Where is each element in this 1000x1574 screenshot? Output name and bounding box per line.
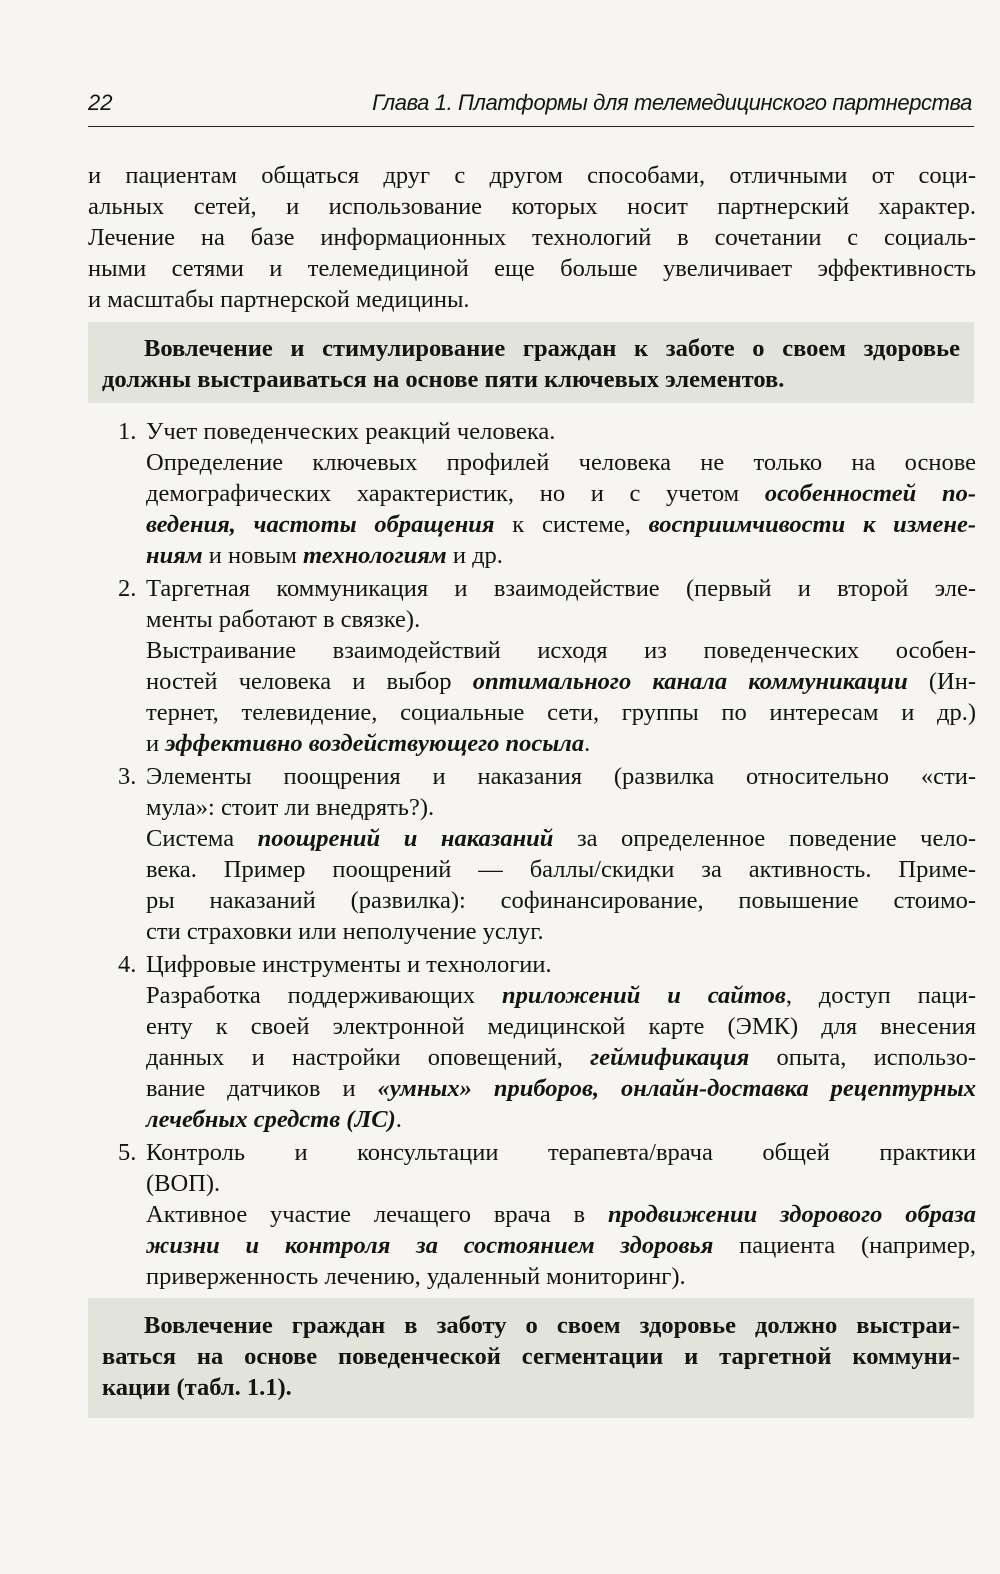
text-span: и (146, 730, 166, 757)
text-span: ностей человека и выбор (146, 668, 473, 695)
item-title: мула»: стоит ли внедрять?). (146, 794, 435, 821)
text-span: Активное участие лечащего врача в (146, 1201, 608, 1228)
text-line: альных сетей, и использование которых носит партнерский характер. (88, 193, 976, 220)
emphasis: ниям (146, 542, 203, 569)
text-span: к системе, (494, 511, 649, 538)
item-title: Элементы поощрения и наказания (развилка относительно «сти- (146, 763, 976, 790)
emphasis: восприимчивости к измене- (648, 511, 976, 538)
item-number: 2. (118, 575, 137, 602)
highlight-text (102, 333, 960, 395)
emphasis: приложений и сайтов (501, 982, 786, 1009)
highlight-text (102, 1310, 960, 1403)
numbered-list (88, 416, 976, 1294)
text-span: вание датчиков и (146, 1075, 378, 1102)
text-line: приверженность лечению, удаленный мониторинг). (146, 1263, 686, 1290)
text-line: ваться на основе поведенческой сегментации и таргетной коммуни- (102, 1343, 960, 1370)
emphasis: оптимального канала коммуникации (472, 668, 908, 695)
item-number: 1. (118, 418, 137, 445)
text-span: за определенное поведение чело- (553, 825, 976, 852)
item-title: Контроль и консультации терапевта/врача общей практики (146, 1139, 976, 1166)
list-item (88, 416, 976, 571)
emphasis: особенностей по- (764, 480, 976, 507)
emphasis: ведения, частоты обращения (146, 511, 495, 538)
emphasis: поощрений и наказаний (257, 825, 554, 852)
text-line: енту к своей электронной медицинской карте (ЭМК) для внесения (146, 1013, 976, 1040)
item-title: Таргетная коммуникация и взаимодействие (первый и второй эле- (146, 575, 976, 602)
text-line: тернет, телевидение, социальные сети, группы по интересам и др.) (146, 699, 976, 726)
text-line: и масштабы партнерской медицины. (88, 286, 470, 313)
item-number: 5. (118, 1139, 137, 1166)
text-span: Разработка поддерживающих (146, 982, 502, 1009)
emphasis: технологиям (303, 542, 447, 569)
text-span: (Ин- (907, 668, 976, 695)
text-span: . (395, 1106, 402, 1133)
text-span: . (584, 730, 591, 757)
item-title: Учет поведенческих реакций человека. (146, 418, 556, 445)
item-title: (ВОП). (146, 1170, 221, 1197)
text-span: и др. (446, 542, 503, 569)
emphasis: «умных» приборов, онлайн-доставка рецептурных (377, 1075, 976, 1102)
text-line (146, 1104, 976, 1135)
text-line (146, 980, 976, 1011)
text-span: , доступ паци- (785, 982, 976, 1009)
item-number: 4. (118, 951, 137, 978)
text-span: данных и настройки оповещений, (146, 1044, 591, 1071)
text-line: Выстраивание взаимодействий исходя из поведенческих особен- (146, 637, 976, 664)
item-body (146, 416, 976, 571)
emphasis: жизни и контроля за состоянием здоровья (146, 1232, 714, 1259)
item-body (146, 949, 976, 1135)
item-body (146, 573, 976, 759)
item-title: Цифровые инструменты и технологии. (146, 951, 552, 978)
chapter-title: Глава 1. Платформы для телемедицинского партнерства (372, 90, 972, 115)
text-line: Вовлечение и стимулирование граждан к заботе о своем здоровье (144, 335, 960, 362)
text-line (146, 823, 976, 854)
text-line: сти страховки или неполучение услуг. (146, 918, 544, 945)
text-line (146, 666, 976, 697)
text-line (146, 1073, 976, 1104)
text-line: Вовлечение граждан в заботу о своем здоровье должно выстраи- (144, 1312, 960, 1339)
text-line: Лечение на базе информационных технологий в сочетании с социаль- (88, 224, 976, 251)
text-span: опыта, использо- (749, 1044, 976, 1071)
text-line: Определение ключевых профилей человека не только на основе (146, 449, 976, 476)
text-line (146, 478, 976, 509)
highlight-box-top (88, 322, 974, 403)
item-number: 3. (118, 763, 137, 790)
list-item (88, 1137, 976, 1292)
emphasis: лечебных средств (ЛС) (146, 1106, 396, 1133)
text-span: пациента (например, (713, 1232, 977, 1259)
text-line (146, 1042, 976, 1073)
page-number: 22 (88, 90, 113, 115)
emphasis: эффективно воздействующего посыла (165, 730, 585, 757)
text-line: века. Пример поощрений — баллы/скидки за активность. Приме- (146, 856, 976, 883)
highlight-box-bottom (88, 1298, 974, 1418)
item-body (146, 1137, 976, 1292)
list-item (88, 949, 976, 1135)
list-item (88, 573, 976, 759)
text-line (146, 728, 976, 759)
item-body (146, 761, 976, 947)
text-span: демографических характеристик, но и с учетом (146, 480, 765, 507)
text-span: и новым (202, 542, 304, 569)
list-item (88, 761, 976, 947)
text-line: должны выстраиваться на основе пяти ключевых элементов. (102, 366, 785, 393)
text-line: кации (табл. 1.1). (102, 1374, 292, 1401)
running-header (88, 86, 974, 127)
intro-paragraph (88, 160, 976, 315)
emphasis: продвижении здорового образа (607, 1201, 976, 1228)
item-title: менты работают в связке). (146, 606, 421, 633)
text-line (146, 1230, 976, 1261)
emphasis: геймификация (590, 1044, 750, 1071)
text-span: Система (146, 825, 258, 852)
text-line: ными сетями и телемедициной еще больше увеличивает эффективность (88, 255, 976, 282)
text-line (146, 509, 976, 540)
text-line (146, 540, 976, 571)
text-line (146, 1199, 976, 1230)
text-line: и пациентам общаться друг с другом способами, отличными от соци- (88, 162, 976, 189)
text-line: ры наказаний (развилка): софинансирование, повышение стоимо- (146, 887, 976, 914)
